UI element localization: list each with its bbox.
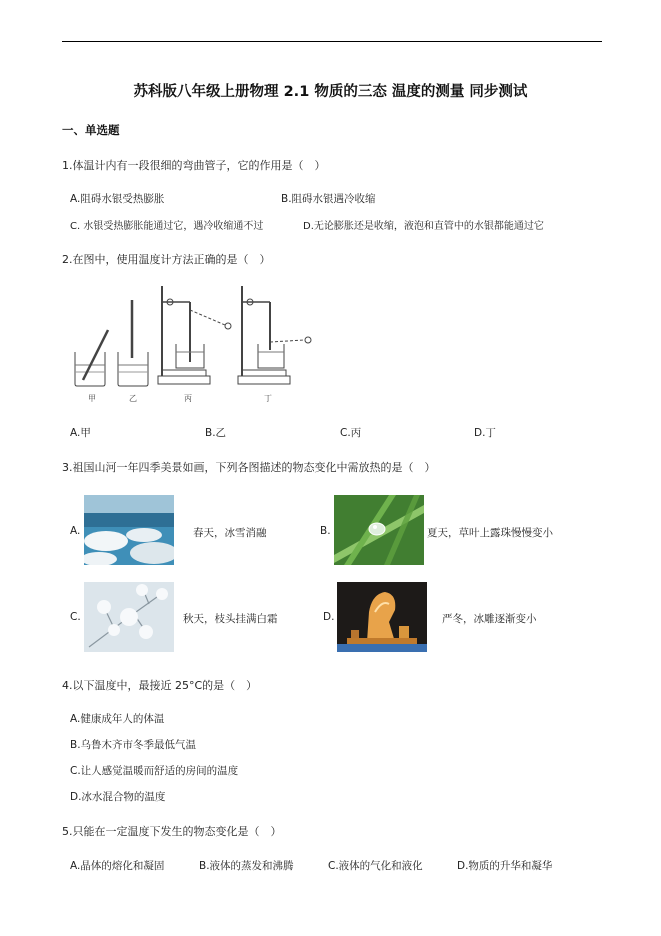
question-1-option-a: A.阻碍水银受热膨胀 [70, 193, 165, 205]
question-2-stem: 2.在图中，使用温度计方法正确的是（ ） [62, 253, 271, 266]
question-4-option-c: C.让人感觉温暖而舒适的房间的温度 [70, 765, 239, 777]
question-4-stem: 4.以下温度中，最接近 25°C的是（ ） [62, 679, 258, 692]
question-1-option-d: D.无论膨胀还是收缩，液泡和直管中的水银都能通过它 [303, 221, 544, 232]
caption-yi: 乙 [129, 394, 137, 403]
question-5-option-d: D.物质的升华和凝华 [457, 860, 553, 872]
question-3-option-a-text: 春天，冰雪消融 [193, 527, 267, 539]
question-5-option-a: A.晶体的熔化和凝固 [70, 860, 165, 872]
photo-spring-ice-melting [84, 495, 174, 565]
question-3-option-b-text: 夏天，草叶上露珠慢慢变小 [427, 527, 553, 539]
question-5-stem: 5.只能在一定温度下发生的物态变化是（ ） [62, 825, 282, 838]
question-3-option-c-text: 秋天，枝头挂满白霜 [183, 613, 278, 625]
question-4-option-a: A.健康成年人的体温 [70, 713, 165, 725]
question-1-option-b: B.阻碍水银遇冷收缩 [281, 193, 376, 205]
caption-bing: 丙 [184, 394, 192, 403]
question-3-option-a-label: A. [70, 525, 81, 537]
question-3-stem: 3.祖国山河一年四季美景如画，下列各图描述的物态变化中需放热的是（ ） [62, 461, 436, 474]
question-3-option-b-label: B. [320, 525, 331, 537]
question-2-option-d: D.丁 [474, 427, 496, 439]
photo-summer-dew-drop [334, 495, 424, 565]
question-2-option-c: C.丙 [340, 427, 362, 439]
question-5-option-b: B.液体的蒸发和沸腾 [199, 860, 294, 872]
question-3-option-c-label: C. [70, 611, 81, 623]
question-1-option-c: C. 水银受热膨胀能通过它，遇冷收缩通不过 [70, 221, 264, 232]
question-2-option-b: B.乙 [205, 427, 227, 439]
caption-ding: 丁 [264, 394, 272, 403]
question-4-option-d: D.冰水混合物的温度 [70, 791, 166, 803]
question-2-option-a: A.甲 [70, 427, 91, 439]
question-1-stem: 1.体温计内有一段很细的弯曲管子，它的作用是（ ） [62, 159, 326, 172]
caption-jia: 甲 [88, 394, 96, 403]
header-rule [62, 41, 602, 42]
photo-autumn-frost [84, 582, 174, 652]
question-3-option-d-text: 严冬，冰雕逐渐变小 [442, 613, 537, 625]
section-heading: 一、单选题 [62, 123, 120, 137]
page-title: 苏科版八年级上册物理 2.1 物质的三态 温度的测量 同步测试 [133, 84, 528, 100]
question-5-option-c: C.液体的气化和液化 [328, 860, 423, 872]
photo-winter-ice-sculpture [337, 582, 427, 652]
thermometer-diagram [70, 280, 330, 410]
question-4-option-b: B.乌鲁木齐市冬季最低气温 [70, 739, 197, 751]
question-3-option-d-label: D. [323, 611, 335, 623]
